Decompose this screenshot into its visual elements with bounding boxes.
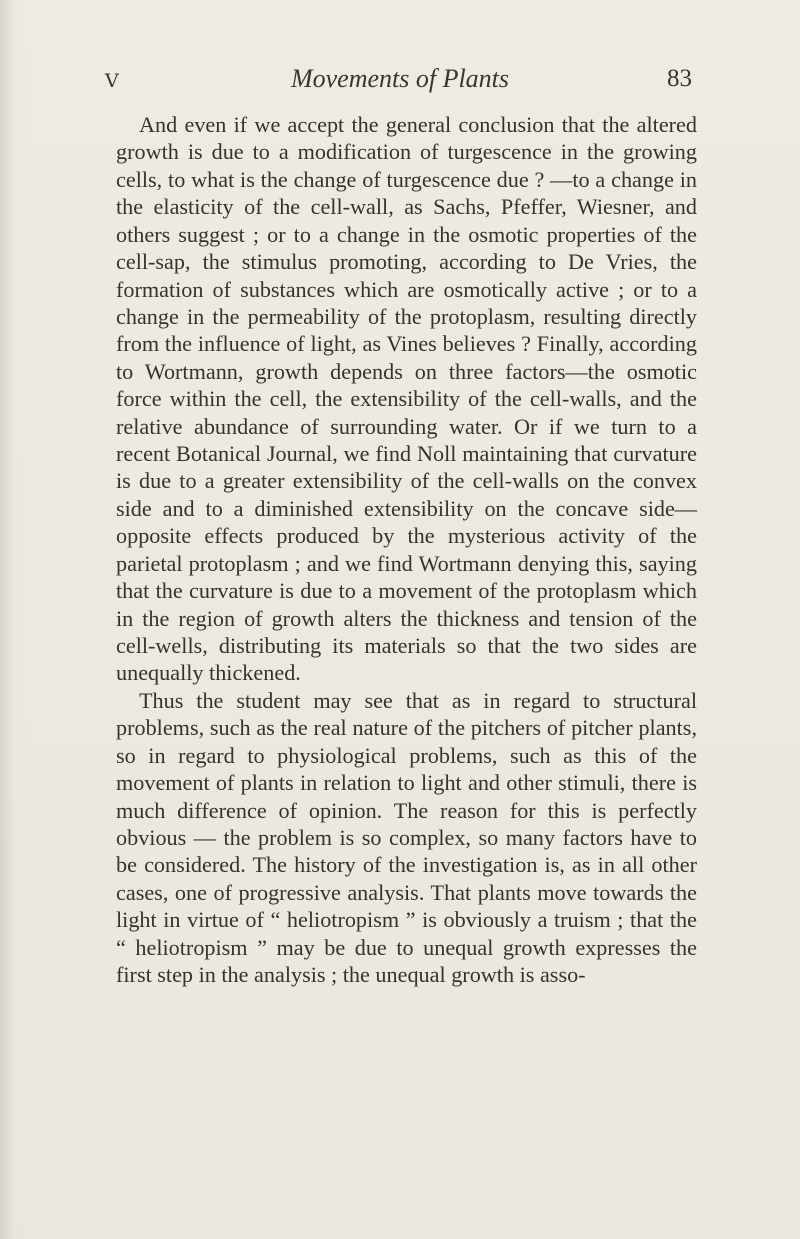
running-head xyxy=(0,64,800,96)
running-title: Movements of Plants xyxy=(290,64,510,93)
page-number: 83 xyxy=(667,65,692,92)
body-text xyxy=(116,111,697,989)
paragraph-2: Thus the student may see that as in regard to structural problems, such as the real nature of the pitchers of pitcher plants, so in regard to physiological problems, such as this of the movement of plants in relation to light and other stimuli, there is much difference of opinion. The reason for this is perfectly obvious — the problem is so complex, so many factors have to be considered. The history of the investigation is, as in all other cases, one of progressive analysis. That plants move towards the light in virtue of “ heliotropism ” is obviously a truism ; that the “ heliotropism ” may be due to unequal growth expresses the first step in the analysis ; the unequal growth is asso- xyxy=(116,687,697,988)
section-number: V xyxy=(105,70,120,92)
paragraph-1: And even if we accept the general conclusion that the altered growth is due to a modification of turgescence in the growing cells, to what is the change of turgescence due ? —to a change in the elasticity of the cell-wall, as Sachs, Pfeffer, Wiesner, and others suggest ; or to a change in the osmotic properties of the cell-sap, the stimulus promoting, according to De Vries, the formation of substances which are osmotically active ; or to a change in the permeability of the protoplasm, resulting directly from the influence of light, as Vines believes ? Finally, according to Wortmann, growth depends on three factors—the osmotic force within the cell, the extensibility of the cell-walls, and the relative abundance of surrounding water. Or if we turn to a recent Botanical Journal, we find Noll maintaining that curvature is due to a greater extensibility of the cell-walls on the convex side and to a diminished extensibility on the concave side—opposite effects produced by the mysterious activity of the parietal protoplasm ; and we find Wortmann denying this, saying that the curvature is due to a movement of the protoplasm which in the region of growth alters the thickness and tension of the cell-wells, distributing its materials so that the two sides are unequally thickened. xyxy=(116,112,697,686)
